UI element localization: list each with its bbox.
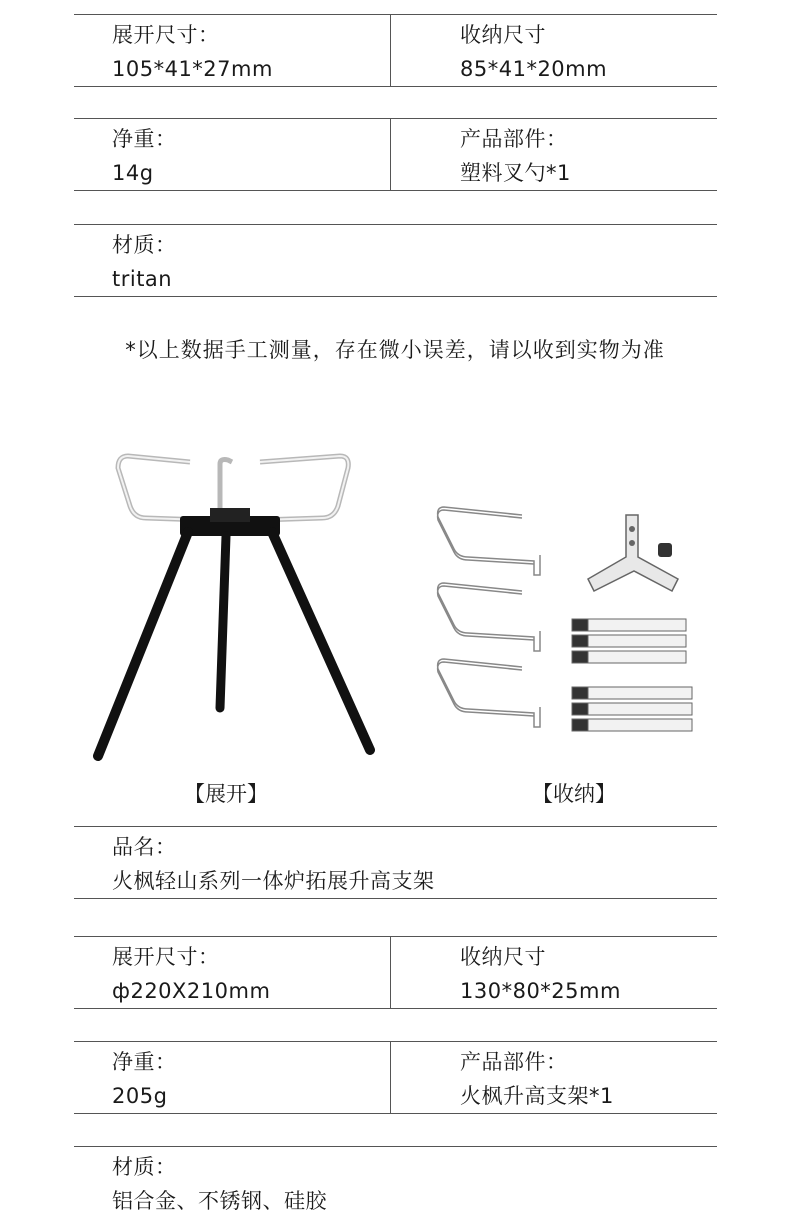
spec-label: 净重： (112, 1050, 177, 1074)
divider (74, 86, 717, 87)
spec-value: 14g (112, 161, 154, 185)
spec-folded-size (460, 944, 621, 1004)
spec-unfolded-size (112, 22, 273, 82)
spec-value: 铝合金、不锈钢、硅胶 (112, 1189, 327, 1213)
column-divider (390, 1041, 391, 1113)
divider (74, 1146, 717, 1147)
spec-value: 火枫轻山系列一体炉拓展升高支架 (112, 869, 435, 893)
spec-label: 品名： (112, 835, 177, 859)
spec-value: 塑料叉勺*1 (460, 161, 571, 185)
spec-table-top (74, 0, 717, 300)
spec-parts (460, 1049, 614, 1109)
caption-stowed: 【收纳】 (532, 782, 616, 806)
spec-weight (112, 1049, 177, 1109)
spec-label: 展开尺寸： (112, 23, 220, 47)
spec-label: 收纳尺寸 (460, 23, 546, 47)
spec-value: tritan (112, 267, 173, 291)
divider (74, 190, 717, 191)
caption-expanded: 【展开】 (184, 782, 268, 806)
spec-label: 产品部件： (460, 127, 568, 151)
spec-value: ф220X210mm (112, 979, 271, 1003)
stand-expanded-image (80, 440, 380, 770)
divider (74, 118, 717, 119)
spec-material (112, 1154, 327, 1214)
divider (74, 936, 717, 937)
spec-value: 205g (112, 1084, 168, 1108)
spec-unfolded-size (112, 944, 270, 1004)
divider (74, 224, 717, 225)
spec-label: 材质： (112, 233, 177, 257)
divider (74, 826, 717, 827)
spec-value: 130*80*25mm (460, 979, 621, 1003)
spec-material (112, 232, 177, 292)
measurement-disclaimer: *以上数据手工测量，存在微小误差，请以收到实物为准 (125, 338, 665, 362)
divider (74, 14, 717, 15)
divider (74, 1113, 717, 1114)
spec-product-name (112, 834, 435, 894)
column-divider (390, 14, 391, 86)
divider (74, 898, 717, 899)
spec-label: 展开尺寸： (112, 945, 220, 969)
column-divider (390, 936, 391, 1008)
column-divider (390, 118, 391, 190)
spec-weight (112, 126, 177, 186)
stand-stowed-image (430, 495, 710, 755)
divider (74, 296, 717, 297)
spec-label: 材质： (112, 1155, 177, 1179)
spec-value: 火枫升高支架*1 (460, 1084, 614, 1108)
spec-folded-size (460, 22, 607, 82)
spec-label: 净重： (112, 127, 177, 151)
spec-table-bottom (74, 826, 717, 1223)
spec-value: 105*41*27mm (112, 57, 273, 81)
divider (74, 1008, 717, 1009)
spec-label: 收纳尺寸 (460, 945, 546, 969)
divider (74, 1041, 717, 1042)
spec-value: 85*41*20mm (460, 57, 608, 81)
spec-parts (460, 126, 571, 186)
spec-label: 产品部件： (460, 1050, 568, 1074)
